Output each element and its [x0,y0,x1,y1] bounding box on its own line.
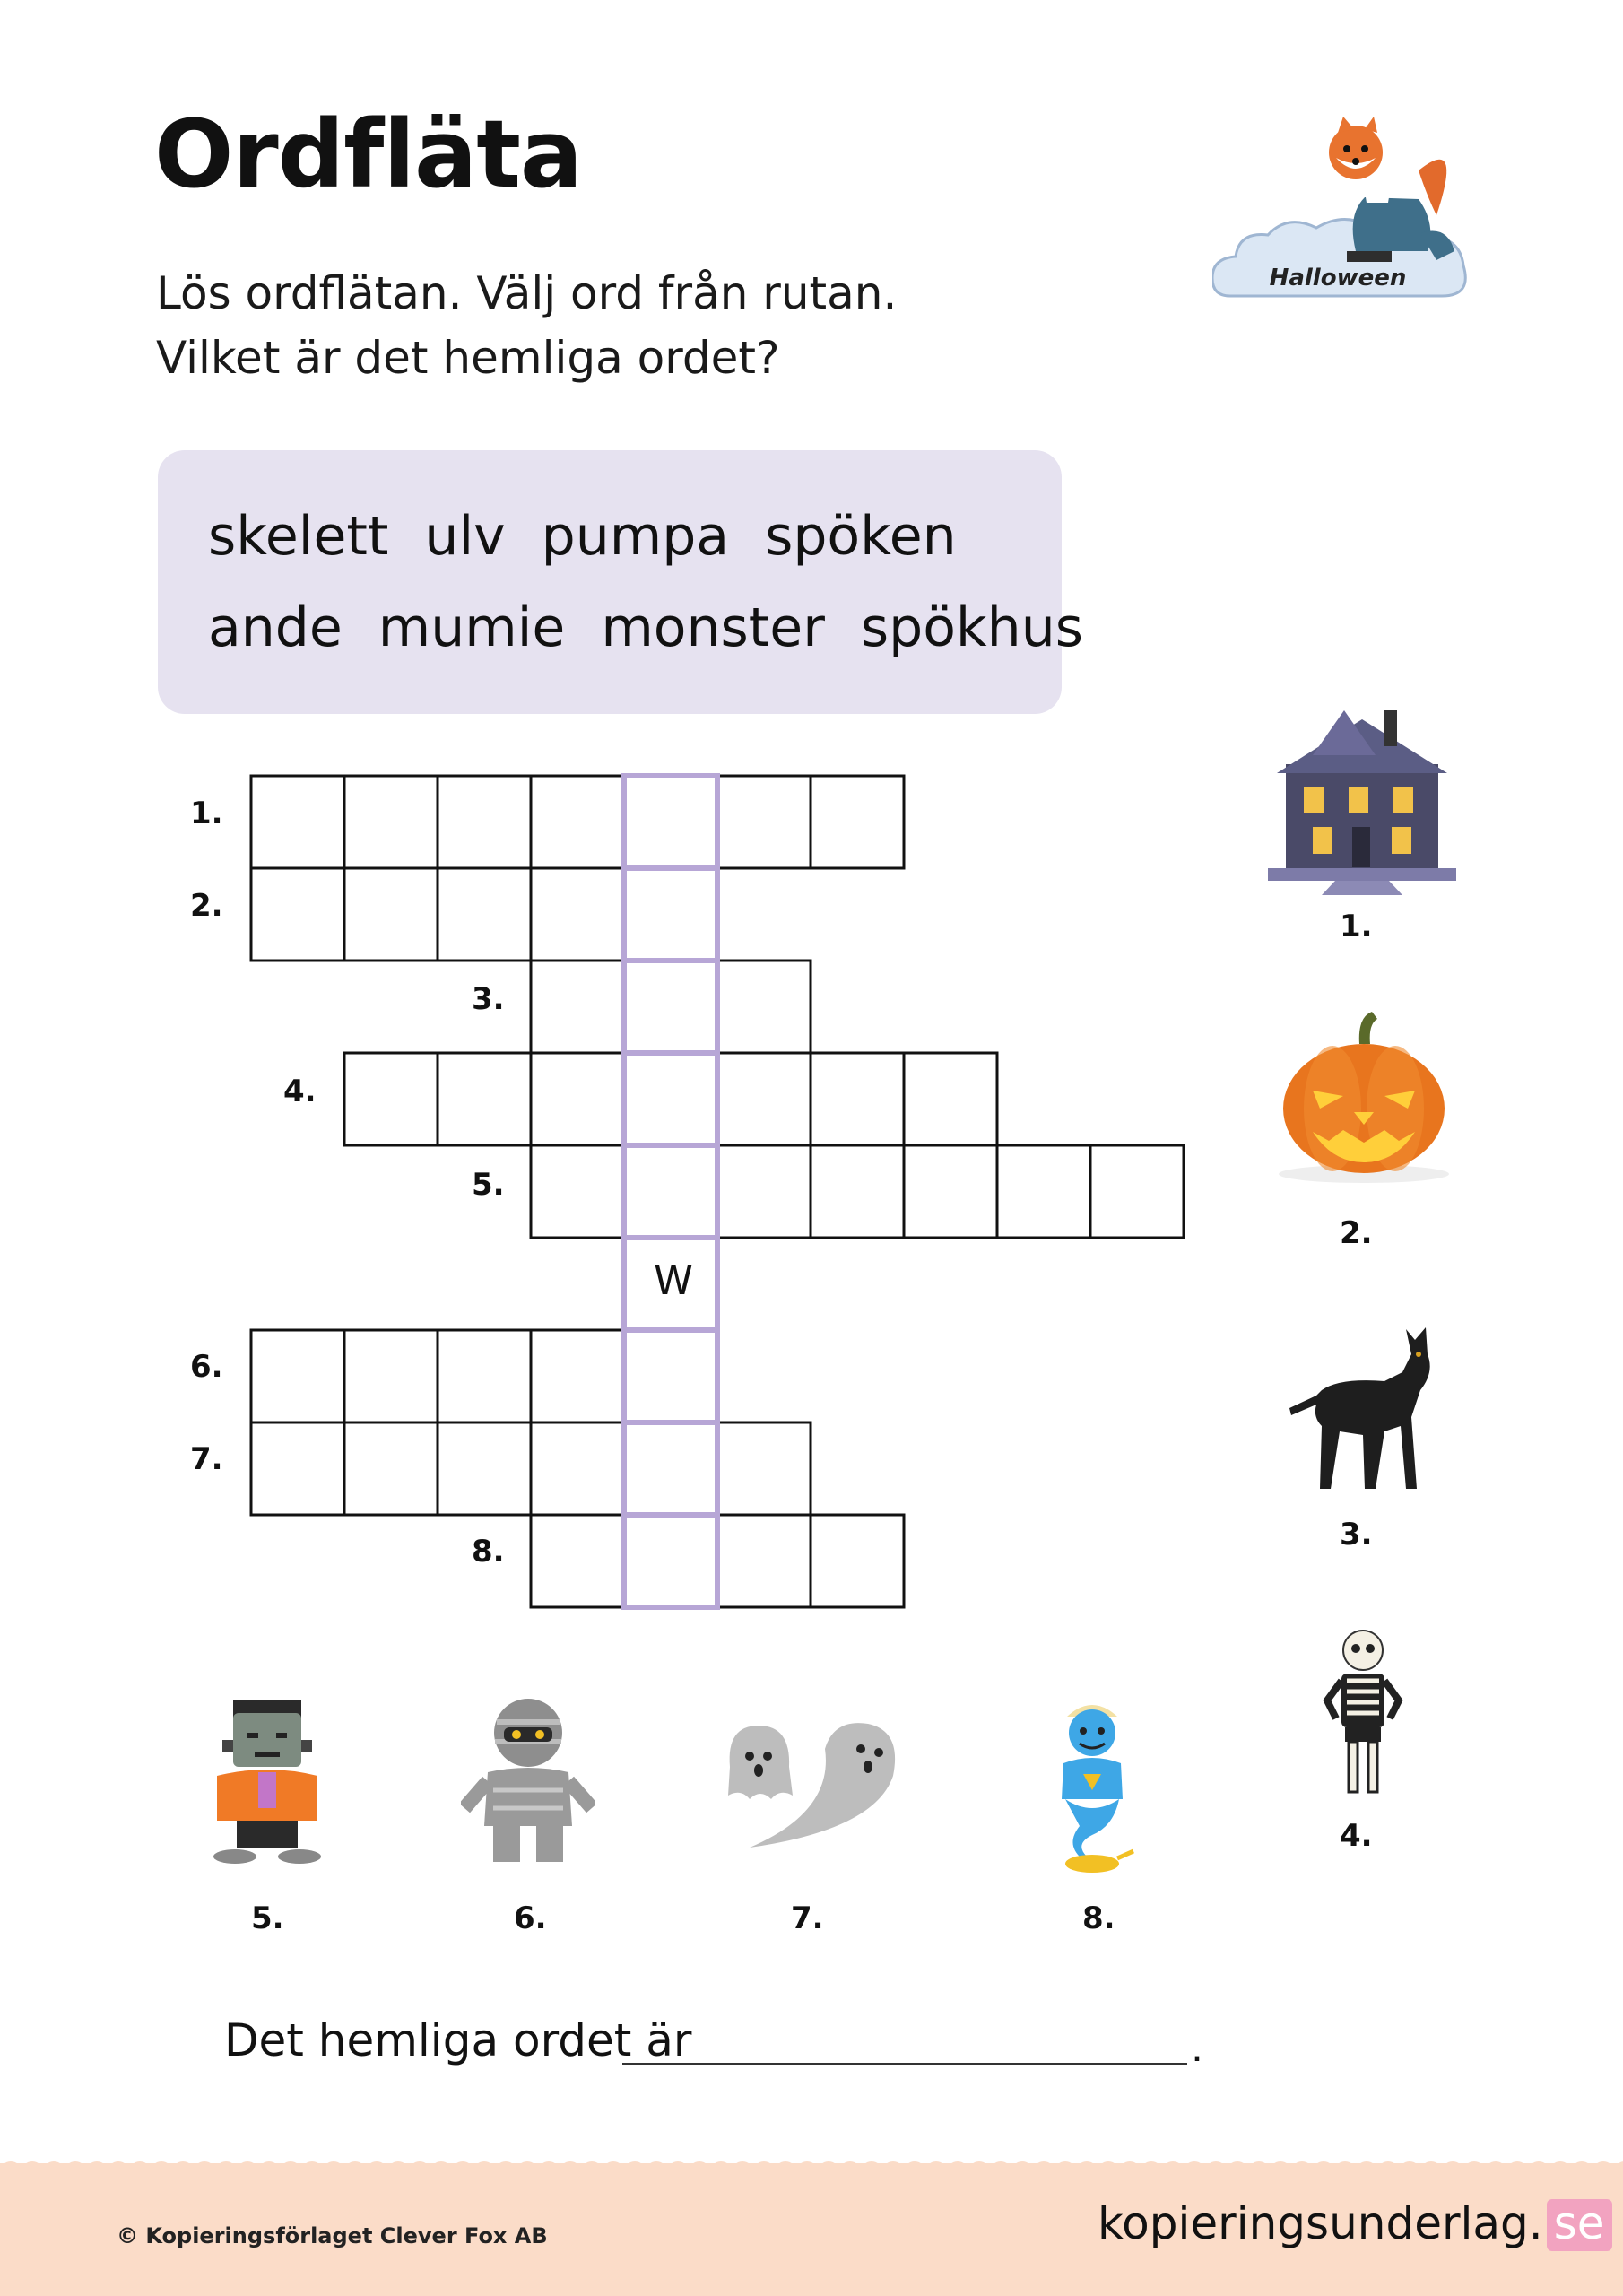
clue-number-7: 7. [190,1441,223,1477]
scallop [215,2161,237,2174]
picture-label-7: 7. [791,1900,824,1936]
crossword-cell[interactable] [344,1053,438,1145]
scallop [1313,2161,1334,2174]
scallop [86,2161,108,2174]
clue-number-6: 6. [190,1349,223,1385]
scallop [0,2161,22,2174]
crossword-cell[interactable] [438,1053,531,1145]
crossword-cell[interactable] [717,961,811,1053]
scallop [603,2161,624,2174]
clue-number-2: 2. [190,888,223,924]
scallop [344,2161,366,2174]
brand-name: kopieringsunderlag. [1098,2197,1543,2249]
pumpkin-icon [1261,1008,1467,1187]
frankenstein-icon [204,1695,330,1866]
crossword-cell[interactable] [438,1330,531,1422]
scallop [1528,2161,1549,2174]
crossword-cell[interactable] [251,1422,344,1515]
wolf-icon [1286,1318,1438,1498]
word-bank-row-1 [208,505,993,568]
secret-word-cell[interactable] [624,776,717,868]
ghosts-icon [717,1713,907,1857]
picture-label-8: 8. [1082,1900,1115,1936]
scallop [1055,2161,1076,2174]
scallop [990,2161,1011,2174]
scallop [538,2161,560,2174]
picture-label-2: 2. [1340,1215,1373,1251]
scallop [796,2161,818,2174]
scallop [1098,2161,1119,2174]
scallop [732,2161,753,2174]
answer-end: . [1191,2025,1203,2071]
crossword-cell[interactable] [251,868,344,961]
scallop [646,2161,667,2174]
crossword-cell[interactable] [531,1330,624,1422]
halloween-badge [1212,117,1472,305]
scallop [151,2161,172,2174]
crossword-cell[interactable] [811,1053,904,1145]
picture-label-5: 5. [251,1900,284,1936]
skeleton-icon [1318,1629,1408,1799]
answer-line[interactable] [622,2063,1187,2065]
picture-label-3: 3. [1340,1517,1373,1552]
word-bank-item: ande [208,596,343,659]
scallop [581,2161,603,2174]
crossword-cell[interactable] [811,1145,904,1238]
crossword-cell[interactable] [438,776,531,868]
crossword-cell[interactable] [344,776,438,868]
scallop [624,2161,646,2174]
crossword-cell[interactable] [531,776,624,868]
crossword-cell[interactable] [811,776,904,868]
secret-word-cell[interactable] [624,1515,717,1607]
scallop [818,2161,839,2174]
word-bank-item: monster [601,596,825,659]
badge-label: Halloween [1269,265,1407,291]
scallop [366,2161,387,2174]
secret-word-cell[interactable] [624,868,717,961]
crossword-cell[interactable] [344,1330,438,1422]
scallop [387,2161,409,2174]
scallop [1291,2161,1313,2174]
crossword-cell[interactable] [344,1422,438,1515]
scallop [65,2161,86,2174]
scallop [280,2161,301,2174]
crossword-cell[interactable] [438,1422,531,1515]
scallop [301,2161,323,2174]
crossword-cell[interactable] [997,1145,1090,1238]
scallop [1356,2161,1377,2174]
scallop [861,2161,882,2174]
word-bank-item: spökhus [860,596,1083,659]
scallop [129,2161,151,2174]
scallop [258,2161,280,2174]
scallop [1485,2161,1506,2174]
copyright: © Kopieringsförlaget Clever Fox AB [117,2223,548,2248]
crossword-cell[interactable] [717,776,811,868]
scallop [1141,2161,1162,2174]
given-letter: W [654,1258,693,1304]
word-bank [158,450,1083,714]
mummy-icon [461,1692,595,1871]
scallop [1270,2161,1291,2174]
secret-word-cell[interactable] [624,1145,717,1238]
scallop [667,2161,689,2174]
scallop [1442,2161,1463,2174]
crossword-cell[interactable] [438,868,531,961]
secret-word-cell[interactable] [624,1238,717,1330]
crossword-cell[interactable] [531,1053,624,1145]
word-bank-item: mumie [378,596,566,659]
crossword-cell[interactable] [531,868,624,961]
word-bank-item: pumpa [541,505,730,568]
secret-word-cell[interactable] [624,1053,717,1145]
crossword-cell[interactable] [717,1515,811,1607]
instruction-line-2: Vilket är det hemliga ordet? [156,332,780,384]
scallop [237,2161,258,2174]
crossword-cell[interactable] [904,1053,997,1145]
crossword-cell[interactable] [717,1053,811,1145]
scallop [430,2161,452,2174]
scallop [22,2161,43,2174]
instruction-line-1: Lös ordflätan. Välj ord från rutan. [156,267,898,319]
word-bank-item: ulv [424,505,506,568]
footer-scallop-edge [0,2161,1623,2174]
crossword-cell[interactable] [251,776,344,868]
scallop [495,2161,516,2174]
scallop [1334,2161,1356,2174]
scallop [452,2161,473,2174]
crossword-cell[interactable] [717,1145,811,1238]
scallop [1377,2161,1399,2174]
scallop [1162,2161,1184,2174]
crossword-cell[interactable] [531,1145,624,1238]
clue-number-3: 3. [472,981,505,1017]
crossword-cell[interactable] [1090,1145,1184,1238]
scallop [560,2161,581,2174]
scallop [1420,2161,1442,2174]
scallop [323,2161,344,2174]
haunted-house-icon [1259,701,1465,899]
crossword-cell[interactable] [251,1330,344,1422]
secret-word-cell[interactable] [624,1422,717,1515]
scallop [968,2161,990,2174]
scallop [1549,2161,1571,2174]
genie-icon [1047,1692,1137,1874]
scallop [839,2161,861,2174]
scallop [775,2161,796,2174]
clue-number-1: 1. [190,796,223,831]
scallop [710,2161,732,2174]
picture-label-6: 6. [514,1900,547,1936]
scallop [925,2161,947,2174]
scallop [516,2161,538,2174]
scallop [1227,2161,1248,2174]
crossword-cell[interactable] [531,1515,624,1607]
scallop [108,2161,129,2174]
crossword-cell[interactable] [344,868,438,961]
scallop [409,2161,430,2174]
scallop [1011,2161,1033,2174]
clue-number-4: 4. [283,1074,317,1109]
crossword-cell[interactable] [531,1422,624,1515]
brand-logo[interactable] [1098,2199,1612,2251]
scallop [882,2161,904,2174]
secret-word-cell[interactable] [624,1330,717,1422]
scallop [1184,2161,1205,2174]
scallop [43,2161,65,2174]
scallop [753,2161,775,2174]
crossword-cell[interactable] [717,1422,811,1515]
picture-label-4: 4. [1340,1818,1373,1854]
scallop [172,2161,194,2174]
word-bank-item: spöken [765,505,957,568]
crossword-cell[interactable] [531,961,624,1053]
scallop [1248,2161,1270,2174]
scallop [689,2161,710,2174]
crossword-cell[interactable] [904,1145,997,1238]
picture-label-1: 1. [1340,909,1373,944]
scallop [194,2161,215,2174]
scallop [947,2161,968,2174]
scallop [1571,2161,1593,2174]
scallop [1593,2161,1614,2174]
scallop [1205,2161,1227,2174]
scallop [1076,2161,1098,2174]
scallop [1119,2161,1141,2174]
clue-number-8: 8. [472,1534,505,1570]
scallop [1614,2161,1623,2174]
secret-word-cell[interactable] [624,961,717,1053]
scallop [1506,2161,1528,2174]
scallop [1033,2161,1055,2174]
crossword-cell[interactable] [811,1515,904,1607]
scallop [473,2161,495,2174]
clue-number-5: 5. [472,1167,505,1203]
word-bank-row-2 [208,596,1119,659]
scallop [1463,2161,1485,2174]
brand-suffix: se [1547,2199,1612,2251]
word-bank-item: skelett [208,505,389,568]
scallop [1399,2161,1420,2174]
answer-prompt: Det hemliga ordet är [224,2014,692,2066]
scallop [904,2161,925,2174]
page-title: Ordfläta [154,100,583,209]
